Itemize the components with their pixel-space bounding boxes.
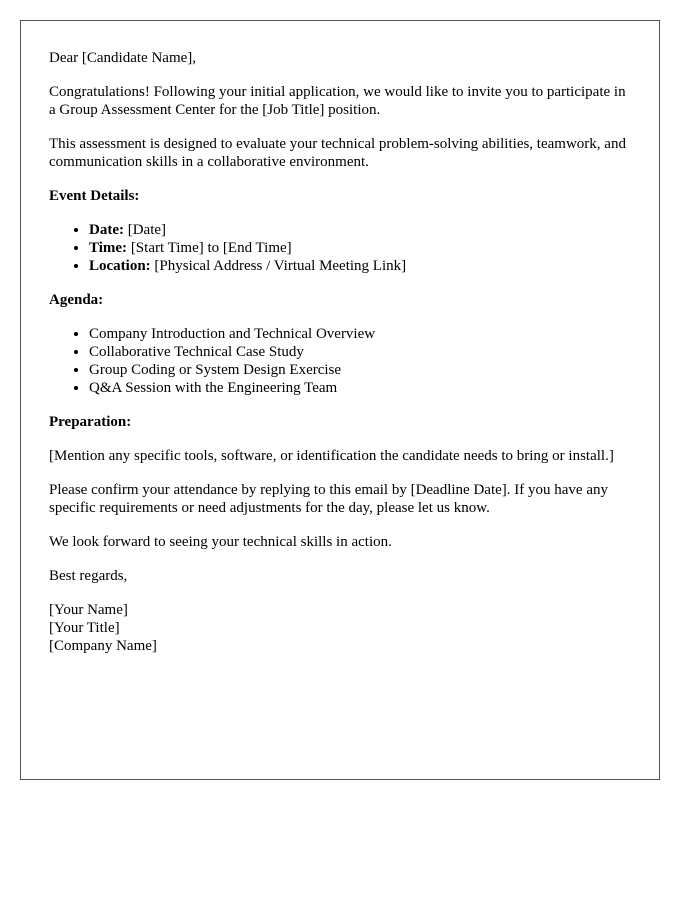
agenda-item: • Group Coding or System Design Exercise — [89, 361, 631, 379]
letter-container — [20, 20, 660, 780]
event-location-item — [89, 257, 631, 275]
agenda-item: • Collaborative Technical Case Study — [89, 343, 631, 361]
confirm-paragraph: Please confirm your attendance by replying to this email by [Deadline Date]. If you have any specific requirements or need adjustments for the day, please let us know. — [49, 482, 608, 516]
event-details-heading: Event Details: — [49, 188, 140, 204]
agenda-heading: Agenda: — [49, 292, 104, 308]
event-time-item — [89, 239, 631, 257]
signature-block — [49, 601, 631, 655]
preparation-heading: Preparation: — [49, 414, 132, 430]
event-time-value: [Start Time] to [End Time] — [127, 240, 292, 256]
signature-name: [Your Name] — [49, 602, 128, 618]
purpose-paragraph: This assessment is designed to evaluate your technical problem-solving abilities, teamwork, and communication skills in a collaborative environment. — [49, 136, 626, 170]
agenda-list — [49, 325, 631, 397]
event-details-list — [49, 221, 631, 275]
closing-line: We look forward to seeing your technical skills in action. — [49, 534, 392, 550]
event-location-label: Location: — [89, 258, 151, 274]
event-date-label: Date: — [89, 222, 124, 238]
event-date-item — [89, 221, 631, 239]
signature-company: [Company Name] — [49, 638, 157, 654]
event-location-value: [Physical Address / Virtual Meeting Link] — [150, 258, 407, 274]
agenda-item: • Company Introduction and Technical Overview — [89, 325, 631, 343]
event-date-value: [Date] — [123, 222, 167, 238]
intro-paragraph: Congratulations! Following your initial application, we would like to invite you to participate in a Group Assessment Center for the [Job Title] position. — [49, 84, 626, 118]
preparation-text: [Mention any specific tools, software, or identification the candidate needs to bring or install.] — [49, 448, 614, 464]
event-time-label: Time: — [89, 240, 128, 256]
signature-title: [Your Title] — [49, 620, 120, 636]
agenda-item: • Q&A Session with the Engineering Team — [89, 379, 631, 397]
sign-off: Best regards, — [49, 568, 128, 584]
greeting: Dear [Candidate Name], — [49, 50, 197, 66]
